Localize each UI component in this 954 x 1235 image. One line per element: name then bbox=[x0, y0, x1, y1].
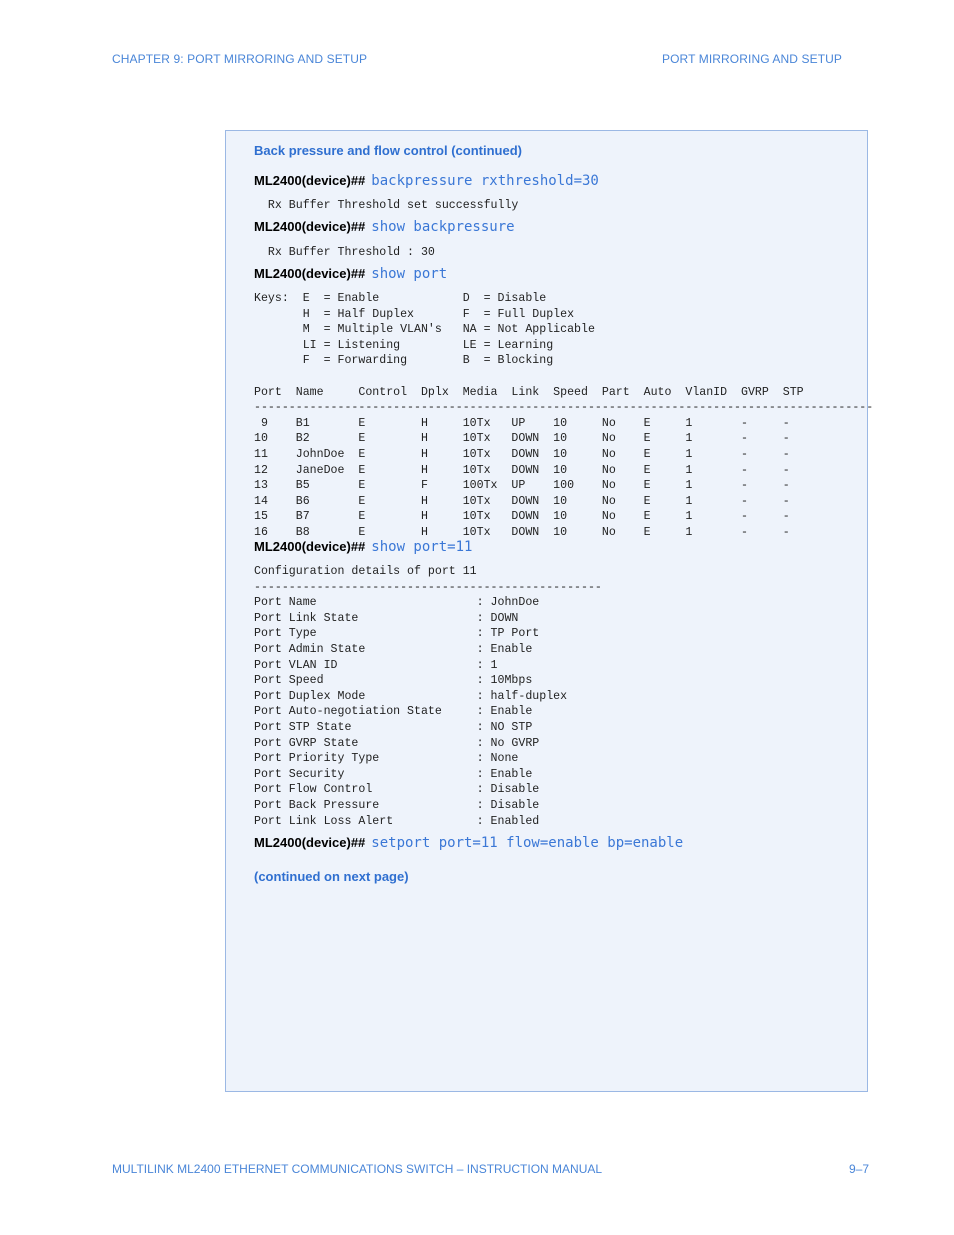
section-header: PORT MIRRORING AND SETUP bbox=[662, 52, 842, 66]
command-text: show port=11 bbox=[371, 539, 473, 555]
port-table-output: Keys: E = Enable D = Disable H = Half Duplex F = Full Duplex M = Multiple VLAN's NA = Not Applicable LI = Listening LE = Learning F = Forwarding B = Blocking Port Name Control Dplx Media Link Speed Part Auto VlanID GVRP STP ----------------------------------------------------------------------------------------- 9 B1 E H 10Tx UP 10 No E 1 - - 10 B2 E H 10Tx DOWN 10 No E 1 - - 11 JohnDoe E H 10Tx DOWN 10 No E 1 - - 12 JaneDoe E H 10Tx DOWN 10 No E 1 - - 13 B5 E F 100Tx UP 100 No E 1 - - 14 B6 E H 10Tx DOWN 10 No E 1 - - 15 B7 E H 10Tx DOWN 10 No E 1 - - 16 B8 E H 10Tx DOWN 10 No E 1 - - bbox=[254, 292, 874, 539]
command-line bbox=[254, 173, 599, 189]
prompt: ML2400(device)## bbox=[254, 835, 366, 850]
page-number: 9–7 bbox=[848, 1162, 869, 1176]
command-output: Rx Buffer Threshold set successfully bbox=[254, 199, 519, 212]
chapter-header: CHAPTER 9: PORT MIRRORING AND SETUP bbox=[112, 52, 368, 66]
command-line bbox=[254, 266, 447, 282]
continued-note: (continued on next page) bbox=[254, 869, 409, 884]
command-line bbox=[254, 539, 472, 555]
prompt: ML2400(device)## bbox=[254, 266, 366, 281]
manual-footer: MULTILINK ML2400 ETHERNET COMMUNICATIONS SWITCH – INSTRUCTION MANUAL bbox=[112, 1162, 603, 1176]
example-box bbox=[225, 130, 874, 1092]
command-text: backpressure rxthreshold=30 bbox=[371, 173, 599, 189]
prompt: ML2400(device)## bbox=[254, 173, 366, 188]
command-text: show backpressure bbox=[371, 219, 515, 235]
prompt: ML2400(device)## bbox=[254, 539, 366, 554]
box-title: Back pressure and flow control (continued) bbox=[254, 143, 522, 158]
command-line bbox=[254, 219, 515, 235]
command-text: setport port=11 flow=enable bp=enable bbox=[371, 835, 684, 851]
port-details-output: Configuration details of port 11 -------------------------------------------------- Port Name : JohnDoe Port Link State : DOWN Port Type : TP Port Port Admin State : Enable Port VLAN ID : 1 Port Speed : 10Mbps Port Duplex Mode : half-duplex Port Auto-negotiation State : Enable Port STP State : NO STP Port GVRP State : No GVRP Port Priority Type : None Port Security : Enable Port Flow Control : Disable Port Back Pressure : Disable Port Link Loss Alert : Enabled bbox=[254, 565, 602, 828]
command-output: Rx Buffer Threshold : 30 bbox=[254, 246, 435, 259]
command-text: show port bbox=[371, 266, 448, 282]
prompt: ML2400(device)## bbox=[254, 219, 366, 234]
command-line bbox=[254, 835, 683, 851]
